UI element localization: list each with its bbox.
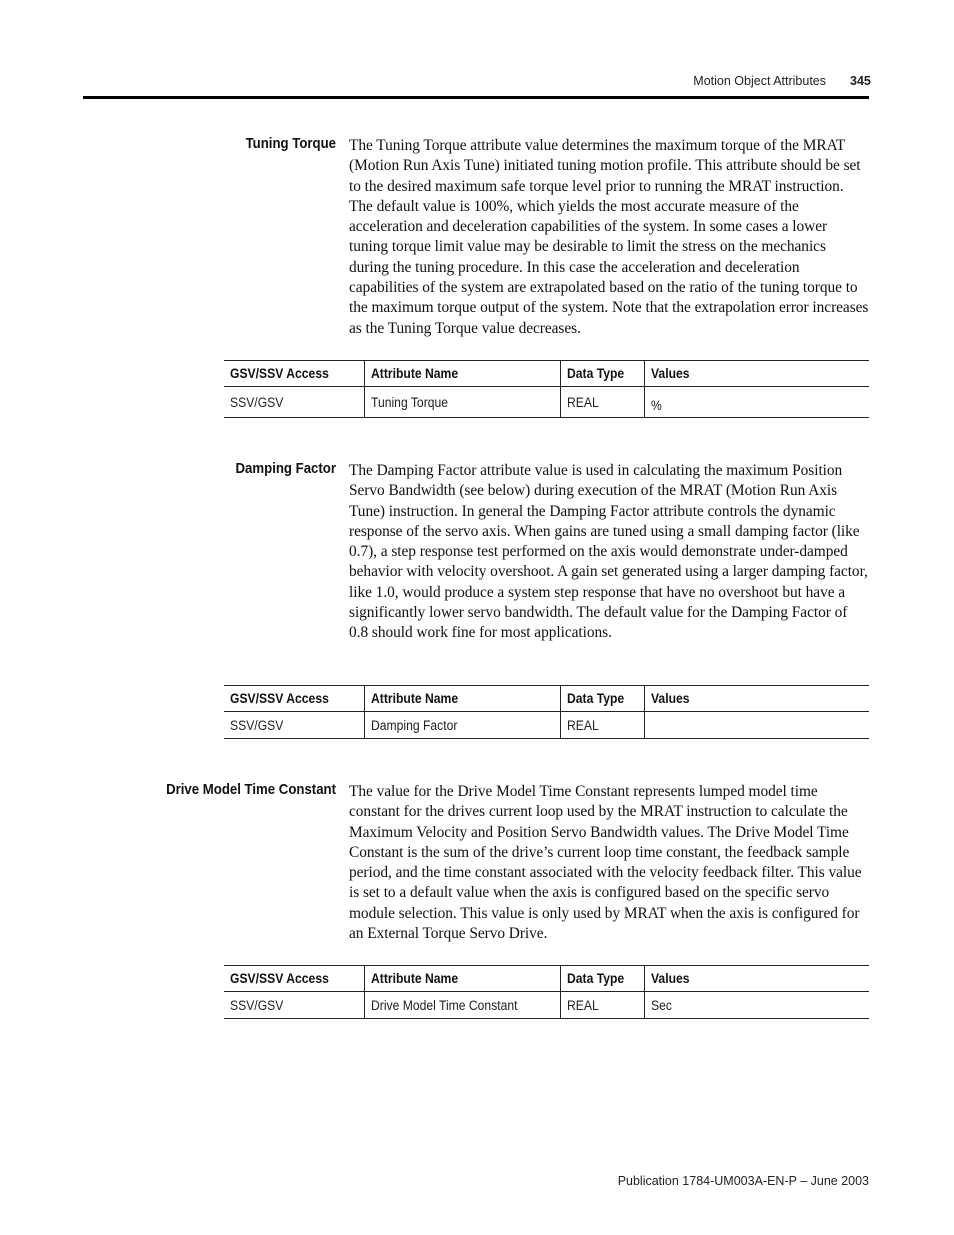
column-header: Data Type <box>560 686 644 712</box>
header-page-number: 345 <box>850 74 871 88</box>
column-header: Values <box>644 361 869 387</box>
table-row <box>224 712 869 739</box>
column-header: GSV/SSV Access <box>230 366 329 381</box>
table-cell: REAL <box>560 712 644 739</box>
section-heading: Drive Model Time Constant <box>166 781 336 798</box>
table-header-row <box>224 361 869 387</box>
table-row <box>224 992 869 1019</box>
section-heading: Tuning Torque <box>245 135 336 152</box>
column-header: GSV/SSV Access <box>230 691 329 706</box>
table-header-row <box>224 966 869 992</box>
table-cell: % <box>644 387 869 418</box>
column-header: Attribute Name <box>364 686 560 712</box>
section-body-text: The Tuning Torque attribute value determines the maximum torque of the MRAT (Motion Run Axis Tune) initiated tuning motion profile. This attribute should be set to the desired maximum safe torque level prior to running the MRAT instruction. The default value is 100%, which yields the most accurate measure of the acceleration and deceleration capabilities of the system. In some cases a lower tuning torque limit value may be desirable to limit the stress on the mechanics during the tuning procedure. In this case the acceleration and deceleration capabilities of the system are extrapolated based on the ratio of the tuning torque to the maximum torque output of the system. Note that the extrapolation error increases as the Tuning Torque value decreases. <box>349 137 869 337</box>
table-cell: SSV/GSV <box>230 717 284 733</box>
table-row <box>224 387 869 418</box>
header-rule <box>83 96 869 99</box>
header-section-title: Motion Object Attributes <box>693 74 826 88</box>
column-header: Values <box>644 686 869 712</box>
table-cell: Tuning Torque <box>364 387 560 418</box>
column-header: Values <box>644 966 869 992</box>
column-header: GSV/SSV Access <box>230 971 329 986</box>
table-header-row <box>224 686 869 712</box>
attribute-table <box>224 965 869 1019</box>
table-cell: REAL <box>560 387 644 418</box>
publication-footer: Publication 1784-UM003A-EN-P – June 2003 <box>617 1174 869 1188</box>
column-header: Attribute Name <box>364 966 560 992</box>
section-body-text: The Damping Factor attribute value is used in calculating the maximum Position Servo Bandwidth (see below) during execution of the MRAT (Motion Run Axis Tune) instruction. In general the Damping Factor attribute controls the dynamic response of the servo axis. When gains are tuned using a small damping factor (like 0.7), a step response test performed on the axis would demonstrate under-damped behavior with velocity overshoot. A gain set generated using a larger damping factor, like 1.0, would produce a system step response that have no overshoot but have a significantly lower servo bandwidth. The default value for the Damping Factor of 0.8 should work fine for most applications. <box>349 462 868 642</box>
attribute-table <box>224 685 869 739</box>
table-cell: SSV/GSV <box>230 997 284 1013</box>
table-cell: Drive Model Time Constant <box>364 992 560 1019</box>
table-cell <box>644 712 869 739</box>
section-heading: Damping Factor <box>235 460 336 477</box>
column-header: Data Type <box>560 966 644 992</box>
table-cell: Damping Factor <box>364 712 560 739</box>
section-body-text: The value for the Drive Model Time Constant represents lumped model time constant for the drives current loop used by the MRAT instruction to calculate the Maximum Velocity and Position Servo Bandwidth values. The Drive Model Time Constant is the sum of the drive’s current loop time constant, the feedback sample period, and the time constant associated with the velocity feedback filter. This value is set to a default value when the axis is configured based on the specific servo module selection. This value is only used by MRAT when the axis is configured for an External Torque Servo Drive. <box>349 783 862 943</box>
table-cell: REAL <box>560 992 644 1019</box>
column-header: Attribute Name <box>364 361 560 387</box>
column-header: Data Type <box>560 361 644 387</box>
table-cell: Sec <box>644 992 869 1019</box>
table-cell: SSV/GSV <box>230 394 284 410</box>
attribute-table <box>224 360 869 418</box>
